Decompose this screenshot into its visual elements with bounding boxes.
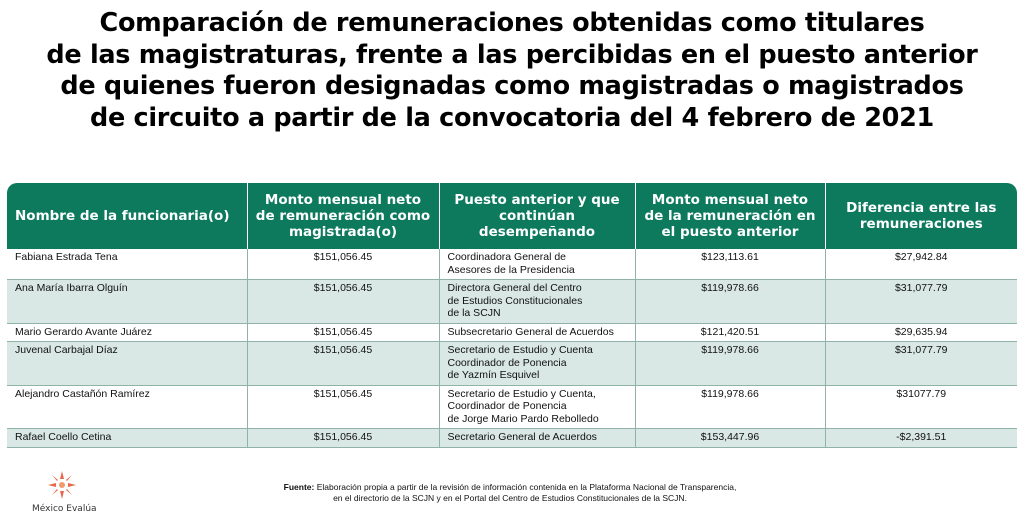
source-line-1 [260,482,760,493]
cell-monto-magistrado: $151,056.45 [247,385,439,429]
logo-text: México Evalúa [32,504,97,514]
cell-puesto [439,385,635,429]
header-nombre: Nombre de la funcionaria(o) [7,183,247,249]
cell-monto-magistrado: $151,056.45 [247,429,439,448]
cell-monto-magistrado: $151,056.45 [247,323,439,342]
table-row [7,323,1017,342]
source-text-1: Elaboración propia a partir de la revisión de información contenida en la Plataforma Nacional de Transparencia, [314,482,737,492]
table-row [7,342,1017,386]
puesto-line: Secretario de Estudio y Cuenta [447,344,593,356]
puesto-line: Directora General del Centro [447,282,582,294]
puesto-line: Secretario General de Acuerdos [447,431,597,443]
page-title [0,8,1024,134]
puesto-line: de Estudios Constitucionales [447,294,583,307]
puesto-line: de Yazmín Esquivel [447,369,540,381]
cell-monto-anterior: $119,978.66 [635,385,825,429]
cell-name: Rafael Coello Cetina [7,429,247,448]
puesto-line: Subsecretario General de Acuerdos [447,325,614,338]
table-row [7,249,1017,280]
cell-puesto [439,342,635,386]
cell-diferencia: $31,077.79 [825,342,1017,386]
title-line-4: de circuito a partir de la convocatoria del 4 febrero de 2021 [90,102,934,133]
remuneration-table [7,183,1017,448]
cell-diferencia: $27,942.84 [825,249,1017,280]
table-header-row [7,183,1017,249]
cell-monto-anterior: $153,447.96 [635,429,825,448]
cell-monto-magistrado: $151,056.45 [247,249,439,280]
header-monto-magistrado: Monto mensual neto de remuneración como magistrada(o) [247,183,439,249]
cell-monto-magistrado: $151,056.45 [247,280,439,324]
cell-monto-anterior: $119,978.66 [635,280,825,324]
puesto-line: de Jorge Mario Pardo Rebolledo [447,412,599,425]
cell-monto-magistrado: $151,056.45 [247,342,439,386]
header-monto-anterior: Monto mensual neto de la remuneración en el puesto anterior [635,183,825,249]
table-row [7,385,1017,429]
table-row [7,280,1017,324]
header-puesto-anterior: Puesto anterior y que continúan desempeñando [439,183,635,249]
cell-diferencia: $31077.79 [825,385,1017,429]
cell-monto-anterior: $123,113.61 [635,249,825,280]
cell-name: Ana María Ibarra Olguín [7,280,247,324]
title-line-3: de quienes fueron designadas como magistradas o magistrados [60,71,964,101]
table-row [7,429,1017,448]
cell-diferencia: $31,077.79 [825,280,1017,324]
cell-name: Fabiana Estrada Tena [7,249,247,280]
source-label: Fuente: [283,482,315,492]
cell-name: Mario Gerardo Avante Juárez [7,323,247,342]
cell-puesto [439,323,635,342]
puesto-line: Coordinador de Ponencia [447,356,567,369]
remuneration-table-container [7,183,1017,448]
puesto-line: Coordinadora General de [447,251,566,263]
source-note [260,482,760,504]
star-burst-logo-icon [47,470,77,500]
cell-monto-anterior: $121,420.51 [635,323,825,342]
puesto-line: de la SCJN [447,307,501,319]
header-diferencia: Diferencia entre las remuneraciones [825,183,1017,249]
source-text-2: en el directorio de la SCJN y en el Portal del Centro de Estudios Constitucionales de la SCJN. [333,493,687,503]
cell-puesto [439,429,635,448]
title-line-1: Comparación de remuneraciones obtenidas como titulares [99,8,925,38]
puesto-line: Secretario de Estudio y Cuenta, [447,387,596,400]
puesto-line: Asesores de la Presidencia [447,263,575,276]
puesto-line: Coordinador de Ponencia [447,400,567,412]
cell-monto-anterior: $119,978.66 [635,342,825,386]
cell-name: Alejandro Castañón Ramírez [7,385,247,429]
title-line-2: de las magistraturas, frente a las percibidas en el puesto anterior [46,39,978,70]
cell-diferencia: -$2,391.51 [825,429,1017,448]
cell-puesto [439,249,635,280]
cell-name: Juvenal Carbajal Díaz [7,342,247,386]
mexico-evalua-logo [32,470,97,514]
cell-puesto [439,280,635,324]
cell-diferencia: $29,635.94 [825,323,1017,342]
